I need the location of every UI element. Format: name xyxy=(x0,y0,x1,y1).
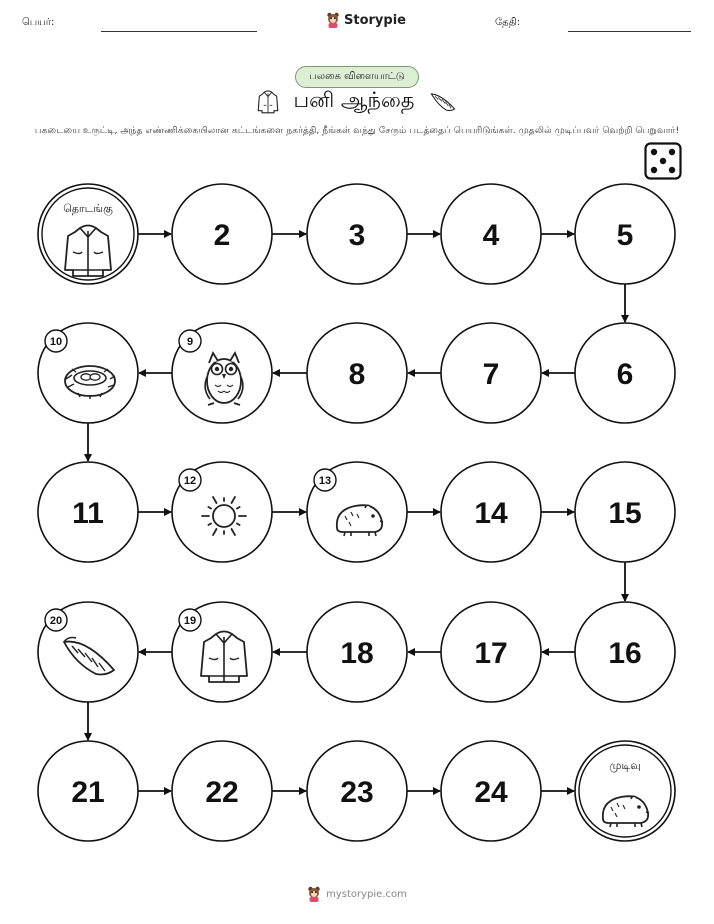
cell-number: 6 xyxy=(616,358,634,391)
cell-number: 11 xyxy=(72,497,104,530)
board-cell-2[interactable] xyxy=(172,184,272,284)
cell-circle xyxy=(575,741,675,841)
cell-number-small: 12 xyxy=(183,475,197,487)
board-cell-15[interactable] xyxy=(575,462,675,562)
cell-number: 4 xyxy=(482,219,500,252)
board-cell-8[interactable] xyxy=(307,323,407,423)
board-cell-1[interactable] xyxy=(38,184,138,284)
board-cell-20[interactable] xyxy=(38,602,138,702)
board-cell-3[interactable] xyxy=(307,184,407,284)
cell-number: 5 xyxy=(616,219,634,252)
cell-number-small: 10 xyxy=(49,336,63,348)
cell-number: 22 xyxy=(205,776,239,809)
board-cell-11[interactable] xyxy=(38,462,138,562)
cell-number: 2 xyxy=(213,219,231,252)
cell-number: 24 xyxy=(474,776,508,809)
finish-label: முடிவு xyxy=(609,759,641,772)
board-cell-14[interactable] xyxy=(441,462,541,562)
board-cell-22[interactable] xyxy=(172,741,272,841)
cell-number-small: 9 xyxy=(186,336,194,348)
jacket-icon xyxy=(201,632,247,683)
cell-number-small: 19 xyxy=(183,615,197,627)
storypie-mascot-icon xyxy=(307,886,321,902)
start-label: தொடங்கு xyxy=(63,202,113,215)
board-cell-17[interactable] xyxy=(441,602,541,702)
cell-number: 18 xyxy=(340,637,374,670)
board-cell-25[interactable] xyxy=(575,741,675,841)
board-cell-5[interactable] xyxy=(575,184,675,284)
board-cell-18[interactable] xyxy=(307,602,407,702)
jacket-icon xyxy=(65,226,111,277)
cell-number: 14 xyxy=(474,497,508,530)
footer xyxy=(0,886,714,902)
category-badge: பலகை விளையாட்டு xyxy=(295,66,419,88)
brand-name: Storypie xyxy=(344,12,406,28)
board-cell-23[interactable] xyxy=(307,741,407,841)
page-title: பனி ஆந்தை xyxy=(293,88,415,112)
board-cell-24[interactable] xyxy=(441,741,541,841)
cell-number: 7 xyxy=(482,358,500,391)
cell-number-small: 20 xyxy=(49,615,63,627)
cell-number: 3 xyxy=(348,219,366,252)
board-cell-19[interactable] xyxy=(172,602,272,702)
cell-number: 15 xyxy=(608,497,642,530)
board-cell-13[interactable] xyxy=(307,462,407,562)
cell-number: 21 xyxy=(71,776,105,809)
board-cell-4[interactable] xyxy=(441,184,541,284)
board-cell-9[interactable] xyxy=(172,323,272,423)
board-cell-16[interactable] xyxy=(575,602,675,702)
board-cell-12[interactable] xyxy=(172,462,272,562)
name-label: பெயர்: xyxy=(22,17,55,28)
cell-number-small: 13 xyxy=(318,475,332,487)
date-label: தேதி: xyxy=(495,17,521,28)
board-cell-21[interactable] xyxy=(38,741,138,841)
cell-number: 16 xyxy=(608,637,642,670)
cell-number: 8 xyxy=(348,358,366,391)
cell-number: 23 xyxy=(340,776,374,809)
cell-number: 17 xyxy=(474,637,508,670)
board-cell-6[interactable] xyxy=(575,323,675,423)
lemming-icon xyxy=(603,796,649,827)
board-cell-7[interactable] xyxy=(441,323,541,423)
footer-url[interactable]: mystorypie.com xyxy=(326,888,407,900)
board-cell-10[interactable] xyxy=(38,323,138,423)
instructions: பகடையை உருட்டி, அந்த எண்ணிக்கையிலான கட்டங்களை நகர்த்தி, நீங்கள் வந்து சேரும் படத்தைப் பெயரிடுங்கள். முதலில் முடிப்பவர் வெற்றி பெறுவார்! xyxy=(34,125,680,136)
lemming-icon xyxy=(337,505,383,536)
